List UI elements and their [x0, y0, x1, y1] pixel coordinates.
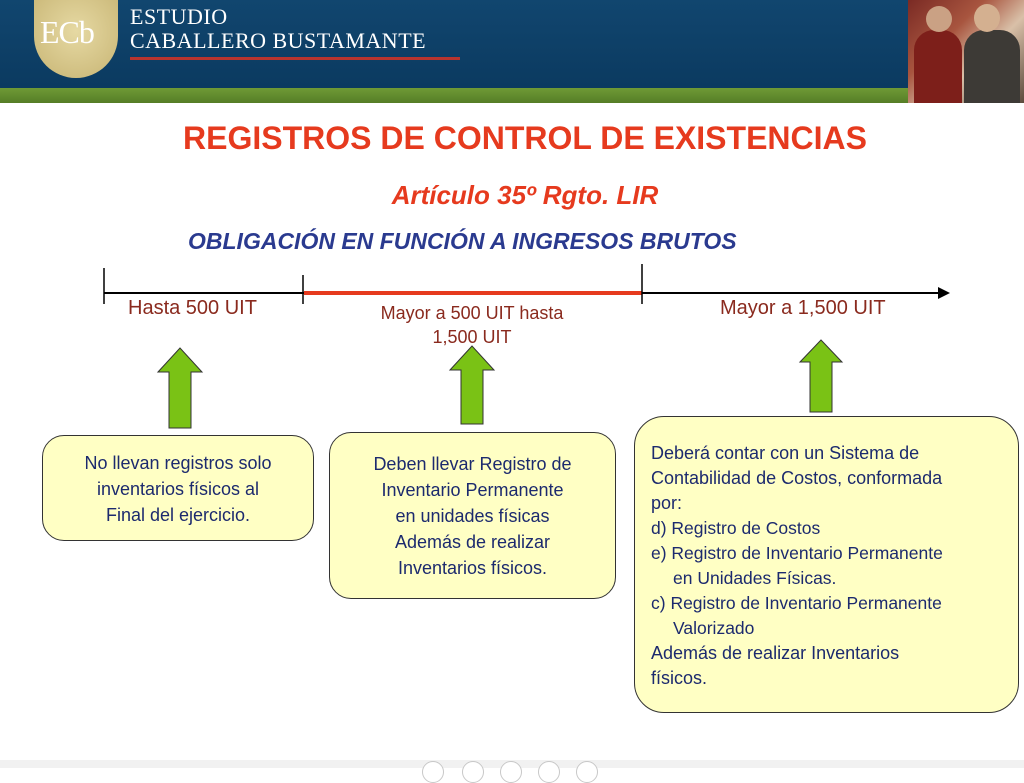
box-text-line: No llevan registros solo: [84, 453, 272, 473]
box-list-item: d) Registro de Costos: [651, 518, 821, 538]
range-label-500-to-1500-line1: Mayor a 500 UIT hasta: [380, 303, 564, 323]
range-label-up-to-500: Hasta 500 UIT: [128, 297, 257, 319]
page-subtitle: Artículo 35º Rgto. LIR: [391, 180, 659, 210]
circle-icon[interactable]: [538, 761, 560, 783]
box-text-line: Deben llevar Registro de: [373, 454, 572, 474]
up-arrow-icon: [158, 348, 202, 428]
box-text-line: Además de realizar: [394, 532, 551, 552]
brand-name-line1: ESTUDIO: [130, 4, 228, 29]
box-text-line: Contabilidad de Costos, conformada: [651, 468, 943, 488]
box-list-item: e) Registro de Inventario Permanente: [651, 543, 943, 563]
page-title: REGISTROS DE CONTROL DE EXISTENCIAS: [183, 120, 867, 156]
circle-icon[interactable]: [422, 761, 444, 783]
brand-name-line2: CABALLERO BUSTAMANTE: [130, 28, 427, 53]
up-arrow-icon: [800, 340, 842, 412]
box-text-line: inventarios físicos al: [96, 479, 260, 499]
box-text-line: Inventarios físicos.: [397, 558, 548, 578]
logo-text: ECb: [40, 14, 94, 50]
box-text-line: Final del ejercicio.: [105, 505, 251, 525]
box-text-line: físicos.: [651, 668, 708, 688]
box-list-item: c) Registro de Inventario Permanente: [651, 593, 942, 613]
box-list-item-continuation: Valorizado: [673, 618, 755, 638]
circle-icon[interactable]: [500, 761, 522, 783]
info-box-over-1500: [634, 416, 1019, 713]
box-text-line: Deberá contar con un Sistema de: [651, 443, 920, 463]
circle-icon[interactable]: [576, 761, 598, 783]
box-text-line: Además de realizar Inventarios: [651, 643, 900, 663]
box-text-line: por:: [651, 493, 683, 513]
info-box-up-to-500: [42, 435, 314, 541]
box-text-line: en unidades físicas: [395, 506, 550, 526]
range-label-500-to-1500: [362, 301, 582, 349]
range-label-500-to-1500-line2: 1,500 UIT: [432, 327, 512, 347]
info-box-500-to-1500: [329, 432, 616, 599]
box-text-line: Inventario Permanente: [381, 480, 564, 500]
range-label-over-1500: Mayor a 1,500 UIT: [720, 297, 886, 319]
circle-icon[interactable]: [462, 761, 484, 783]
section-heading: OBLIGACIÓN EN FUNCIÓN A INGRESOS BRUTOS: [188, 228, 737, 254]
box-list-item-continuation: en Unidades Físicas.: [673, 568, 837, 588]
up-arrow-icon: [450, 346, 494, 424]
